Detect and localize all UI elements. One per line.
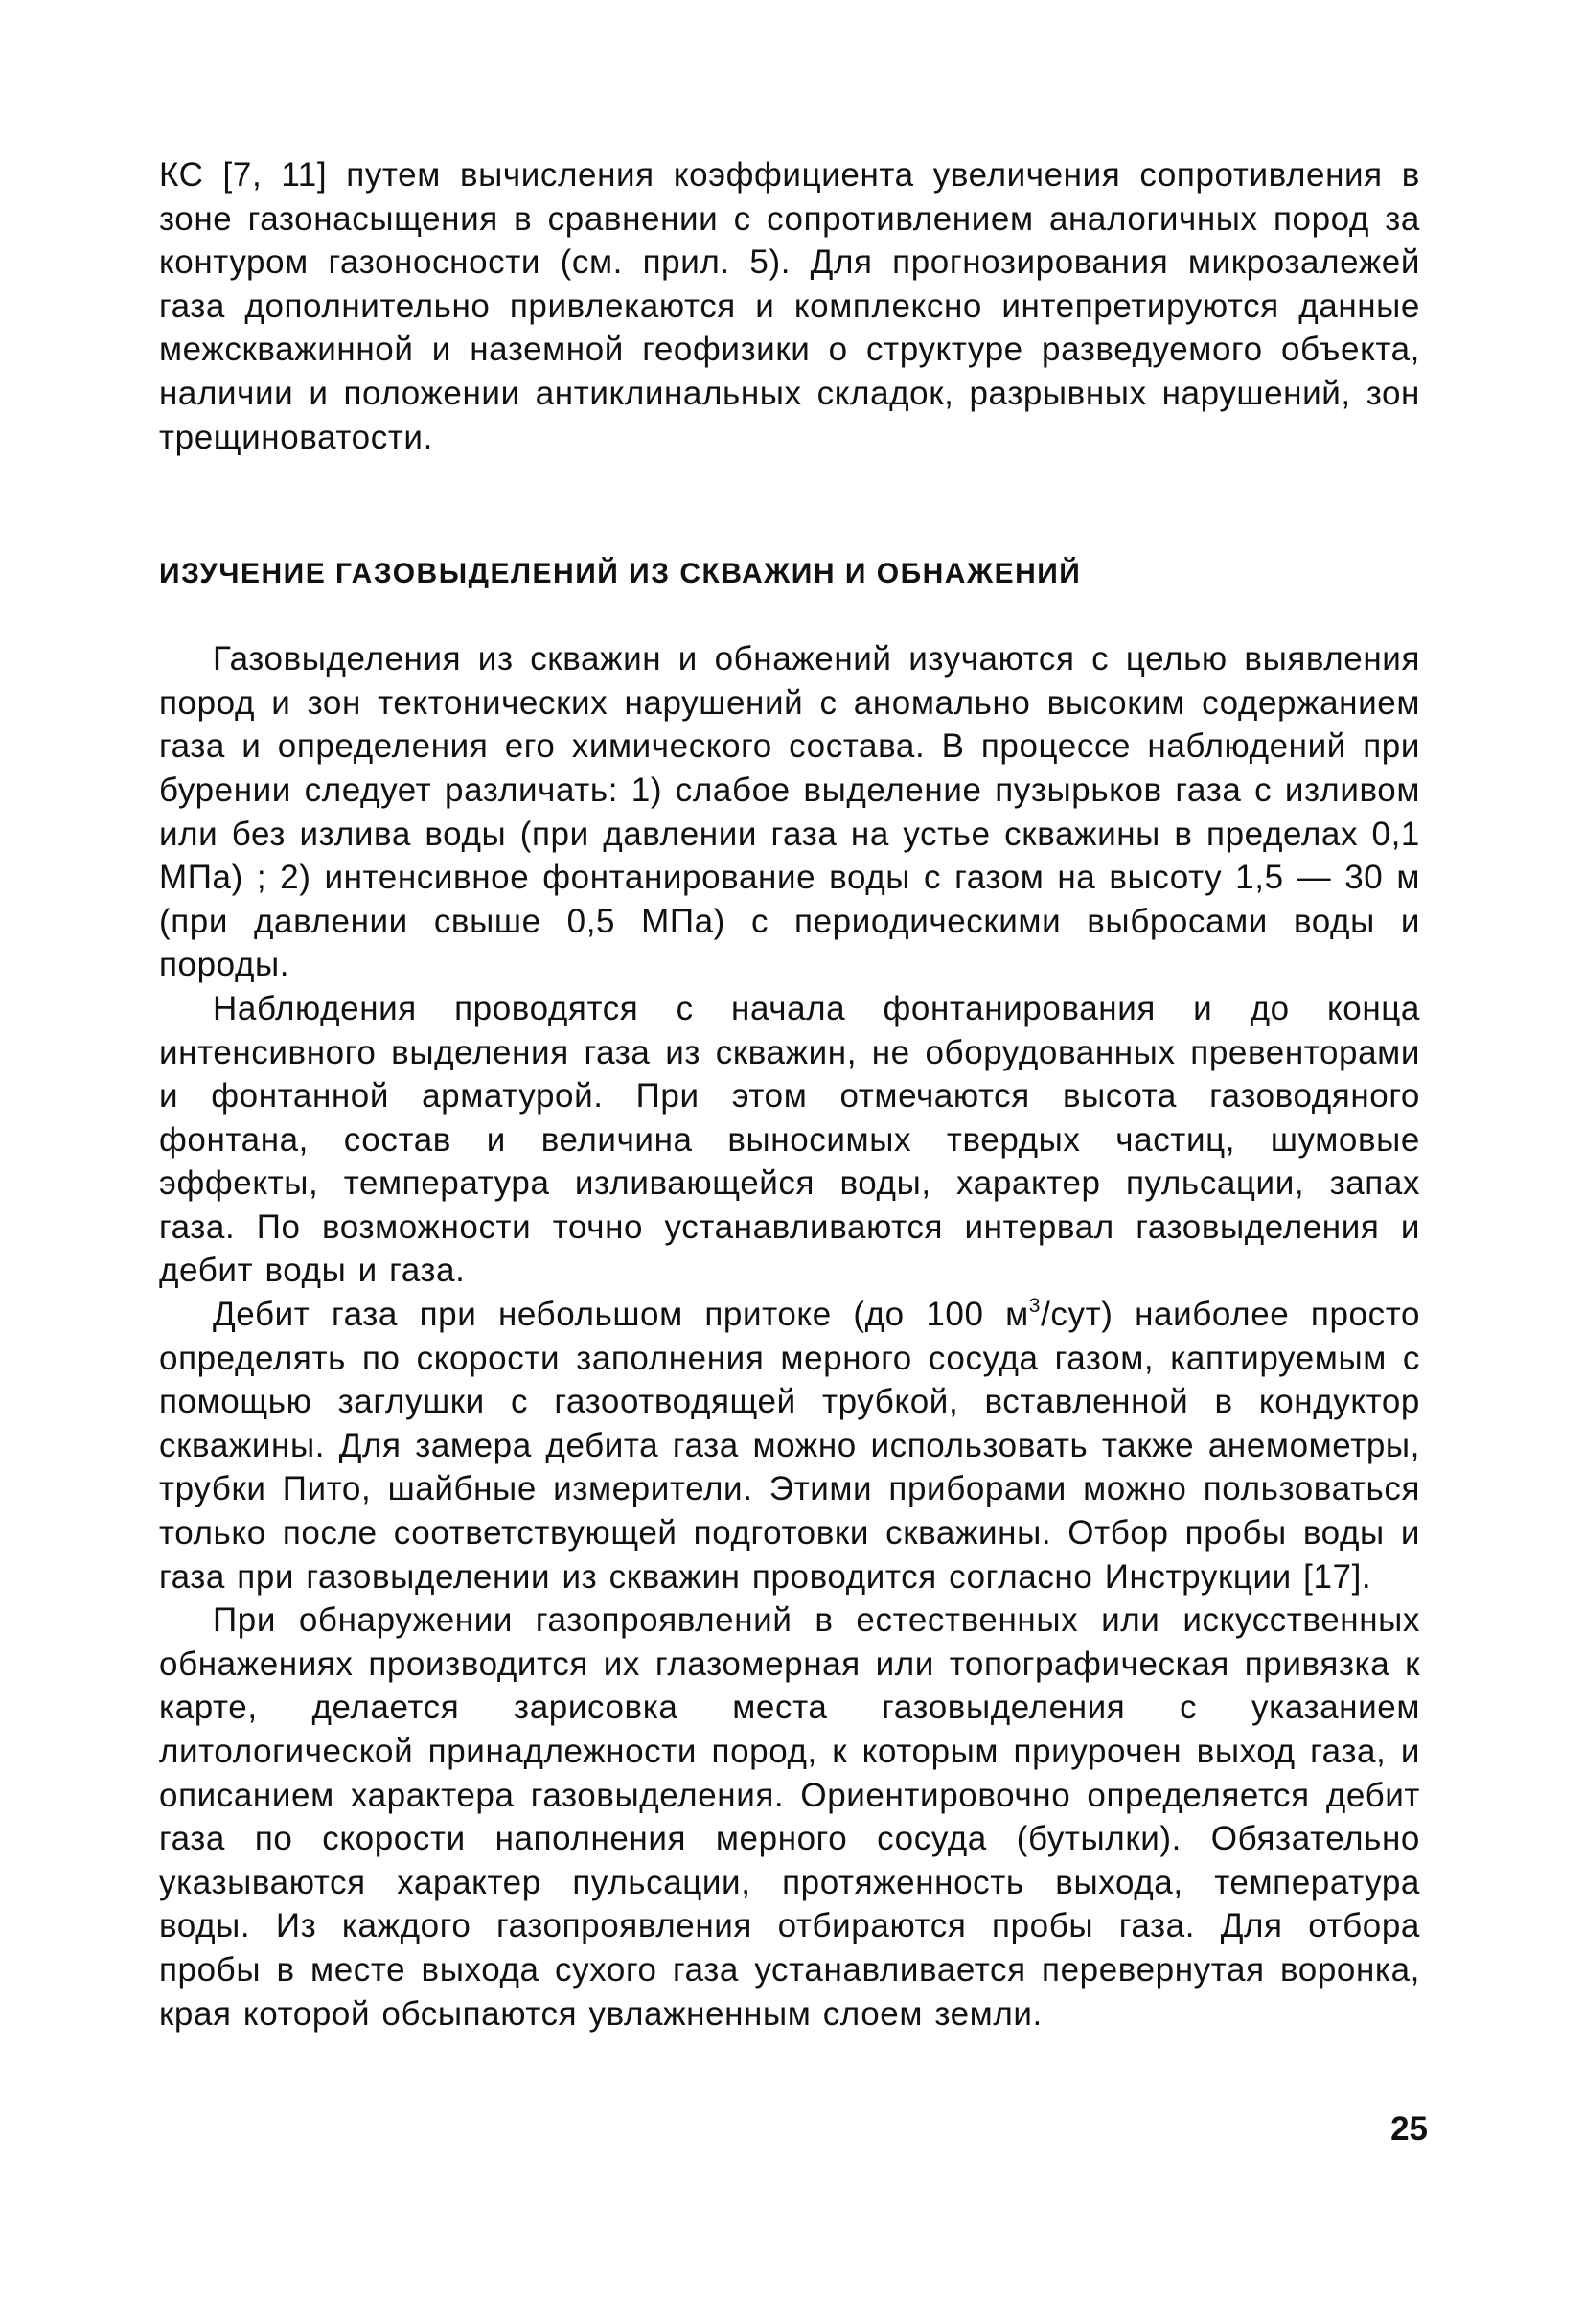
paragraph-natural-outcrops: При обнаружении газопроявлений в естественных или искусственных обнажениях производится их глазомерная или топографическая привязка к карте, делается зарисовка места газовыделения с указанием литологической принадлежности пород, к которым приурочен выход газа, и описанием характера газовыделения. Ориентировочно определяется дебит газа по скорости наполнения мерного сосуда (бутылки). Обязательно указываются характер пульсации, протяженность выхода, температура воды. Из каждого газопроявления отбираются пробы газа. Для отбора пробы в месте выхода сухого газа устанавливается перевернутая воронка, края которой обсыпаются увлажненным слоем земли. — [159, 1601, 1420, 2033]
paragraph-gas-flow-rate — [159, 1293, 1420, 1599]
document-page — [159, 153, 1420, 2036]
paragraph-gas-flow-rate-rest: /сут) наиболее просто определять по скорости заполнения мерного сосуда газом, каптируемым с помощью заглушки с газоотводящей трубкой, вставленной в кондуктор скважины. Для замера дебита газа можно использовать также анемометры, трубки Пито, шайбные измерители. Этими приборами можно пользоваться только после соответствующей подготовки скважины. Отбор пробы воды и газа при газовыделении из скважин проводится согласно Инструкции [17]. — [159, 1296, 1421, 1596]
page-number: 25 — [1390, 2110, 1428, 2148]
section-heading: ИЗУЧЕНИЕ ГАЗОВЫДЕЛЕНИЙ ИЗ СКВАЖИН И ОБНАЖЕНИЙ — [159, 558, 1082, 590]
paragraph-gas-flow-rate-start: Дебит газа при небольшом притоке (до 100 м — [213, 1296, 1029, 1334]
paragraph-gas-emission-study: Газовыделения из скважин и обнажений изучаются с целью выявления пород и зон тектонических нарушений с аномально высоким содержанием газа и определения его химического состава. В процессе наблюдений при бурении следует различать: 1) слабое выделение пузырьков газа с изливом или без излива воды (при давлении газа на устье скважины в пределах 0,1 МПа) ; 2) интенсивное фонтанирование воды с газом на высоту 1,5 — 30 м (при давлении свыше 0,5 МПа) с периодическими выбросами воды и породы. — [159, 640, 1420, 984]
cubic-superscript: 3 — [1028, 1295, 1042, 1318]
paragraph-observations: Наблюдения проводятся с начала фонтанирования и до конца интенсивного выделения газа из скважин, не оборудованных превенторами и фонтанной арматурой. При этом отмечаются высота газоводяного фонтана, состав и величина выносимых твердых частиц, шумовые эффекты, температура изливающейся воды, характер пульсации, запах газа. По возможности точно устанавливаются интервал газовыделения и дебит воды и газа. — [159, 989, 1420, 1290]
intro-paragraph: КС [7, 11] путем вычисления коэффициента увеличения сопротивления в зоне газонасыщения в сравнении с сопротивлением аналогичных пород за контуром газоносности (см. прил. 5). Для прогнозирования микрозалежей газа дополнительно привлекаются и комплексно интепретируются данные межскважинной и наземной геофизики о структуре разведуемого объекта, наличии и положении антиклинальных складок, разрывных нарушений, зон трещиноватости. — [159, 156, 1420, 456]
